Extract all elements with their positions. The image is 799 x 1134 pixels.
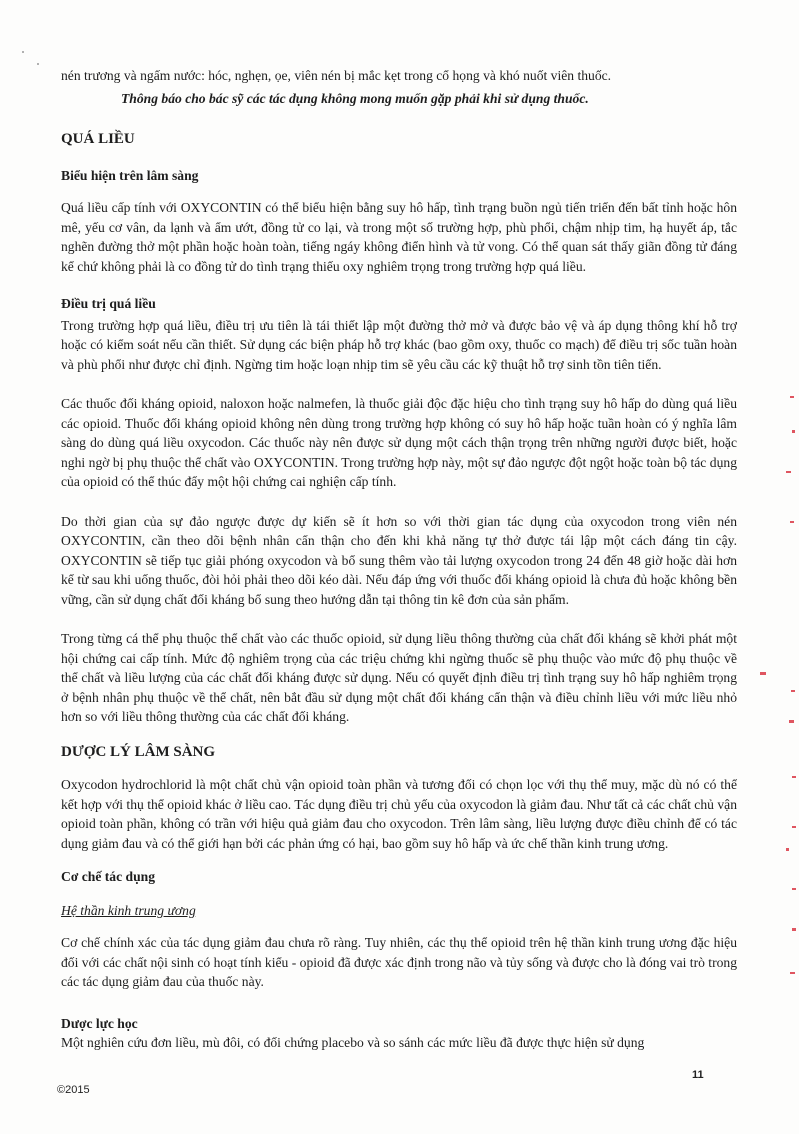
cns-paragraph: Cơ chế chính xác của tác dụng giảm đau chưa rõ ràng. Tuy nhiên, các thụ thể opioid trên hệ thần kinh trung ương đặc hiệu đối với các chất nội sinh có hoạt tính kiểu - opioid đã được xác định trong não và tủy sống và được cho là đóng vai trò trong các tác dụng giảm đau của thuốc này.	[61, 935, 737, 989]
treatment-paragraph-1: Trong trường hợp quá liều, điều trị ưu tiên là tái thiết lập một đường thở mở và được bảo vệ và áp dụng thông khí hỗ trợ hoặc có kiểm soát nếu cần thiết. Sử dụng các biện pháp hỗ trợ khác (bao gồm oxy, thuốc co mạch) để điều trị sốc tuần hoàn và phù phổi như được chỉ định. Ngừng tim hoặc loạn nhịp tim sẽ yêu cầu các kỹ thuật hỗ trợ sinh tồn tiên tiến.	[61, 317, 737, 372]
stamp-trace	[786, 471, 791, 473]
copyright-notice: ©2015	[57, 1084, 90, 1096]
stamp-trace	[790, 521, 794, 523]
stamp-trace	[791, 690, 795, 692]
stamp-trace	[790, 396, 794, 398]
mechanism-heading: Cơ chế tác dụng	[61, 869, 156, 884]
stamp-trace	[790, 972, 795, 974]
intro-note: Thông báo cho bác sỹ các tác dụng không mong muốn gặp phải khi sử dụng thuốc.	[121, 90, 589, 106]
stamp-trace	[792, 888, 796, 890]
clinical-signs-heading: Biểu hiện trên lâm sàng	[61, 167, 199, 183]
cns-subheading: Hệ thần kinh trung ương	[61, 902, 196, 918]
pharmacology-paragraph: Oxycodon hydrochlorid là một chất chủ vận opioid toàn phần và tương đối có chọn lọc với thụ thể muy, mặc dù nó có thể kết hợp với thụ thể opioid khác ở liều cao. Tác dụng điều trị chủ yếu của oxycodon là giảm đau. Như tất cả các chất chủ vận opioid toàn phần, không có trần với hiệu quả giảm đau cho oxycodon. Trên lâm sàng, liều lượng được điều chỉnh để có tác dụng giảm đau và có thể giới hạn bởi các phản ứng có hại, bao gồm suy hô hấp và ức chế thần kinh trung ương.	[61, 777, 737, 851]
stamp-trace	[789, 720, 794, 723]
stamp-trace	[792, 430, 795, 433]
stamp-trace	[792, 776, 796, 778]
treatment-paragraph-4: Trong từng cá thể phụ thuộc thể chất vào các thuốc opioid, sử dụng liều thông thường của chất đối kháng sẽ khởi phát một hội chứng cai cấp tính. Mức độ nghiêm trọng của các triệu chứng khi ngừng thuốc sẽ phụ thuộc vào mức độ phụ thuộc về thể chất và liều lượng của các chất đối kháng được sử dụng. Nếu có quyết định điều trị tình trạng suy hô hấp nghiêm trọng ở bệnh nhân phụ thuộc về thể chất, nên bắt đầu sử dụng một chất đối kháng cẩn thận và điều chỉnh liều với mức liều nhỏ hơn so với liều thông thường của các chất đối kháng.	[61, 631, 737, 724]
overdose-heading: QUÁ LIỀU	[61, 131, 135, 147]
stamp-trace	[792, 928, 796, 931]
treatment-heading: Điều trị quá liều	[61, 296, 156, 311]
clinical-signs-paragraph: Quá liều cấp tính với OXYCONTIN có thể biểu hiện bằng suy hô hấp, tình trạng buồn ngủ tiến triển đến bất tỉnh hoặc hôn mê, yếu cơ vân, da lạnh và ẩm ướt, đồng tử co lại, và trong một số trường hợp, phù phổi, chậm nhịp tim, hạ huyết áp, tắc nghẽn đường thở một phần hoặc hoàn toàn, tiếng ngáy không điển hình và tử vong. Có thể quan sát thấy giãn đồng tử đáng kể chứ không phải là co đồng tử do tình trạng thiếu oxy nghiêm trọng trong trường hợp quá liều.	[61, 200, 737, 274]
stamp-trace	[792, 826, 796, 828]
treatment-paragraph-3: Do thời gian của sự đảo ngược được dự kiến sẽ ít hơn so với thời gian tác dụng của oxycodon trong viên nén OXYCONTIN, cần theo dõi bệnh nhân cẩn thận cho đến khi khả năng tự thở được tái lập một cách đáng tin cậy. OXYCONTIN sẽ tiếp tục giải phóng oxycodon và bổ sung thêm vào tải lượng oxycodon trong 24 đến 48 giờ hoặc dài hơn kể từ sau khi uống thuốc, đòi hỏi phải theo dõi kéo dài. Nếu đáp ứng với thuốc đối kháng opioid là chưa đủ hoặc không bền vững, cần sử dụng chất đối kháng bổ sung theo hướng dẫn tại thông tin kê đơn của sản phẩm.	[61, 513, 737, 607]
scan-speck	[22, 51, 24, 53]
intro-continuation: nén trương và ngấm nước: hóc, nghẹn, ọe, viên nén bị mắc kẹt trong cổ họng và khó nuốt viên thuốc.	[61, 68, 612, 83]
stamp-trace	[760, 672, 766, 675]
pharmacodynamics-paragraph: Một nghiên cứu đơn liều, mù đôi, có đối chứng placebo và so sánh các mức liều đã được thực hiện sử dụng	[61, 1035, 645, 1050]
pharmacology-heading: DƯỢC LÝ LÂM SÀNG	[61, 743, 216, 760]
stamp-trace	[786, 848, 789, 851]
treatment-paragraph-2: Các thuốc đối kháng opioid, naloxon hoặc nalmefen, là thuốc giải độc đặc hiệu cho tình trạng suy hô hấp do dùng quá liều các opioid. Thuốc đối kháng opioid không nên dùng trong trường hợp không có suy hô hấp hoặc tuần hoàn có ý nghĩa lâm sàng do dùng quá liều oxycodon. Các thuốc này nên được sử dụng một cách thận trọng trên những người được biết, hoặc nghi ngờ bị phụ thuộc thể chất vào OXYCONTIN. Trong trường hợp này, một sự đảo ngược đột ngột hoặc toàn bộ tác dụng của opioid có thể thúc đẩy một hội chứng cai nghiện cấp tính.	[61, 396, 737, 489]
scan-speck	[37, 63, 39, 65]
page-number: 11	[692, 1069, 704, 1081]
document-body	[61, 66, 737, 1053]
pharmacodynamics-heading: Dược lực học	[61, 1015, 138, 1031]
